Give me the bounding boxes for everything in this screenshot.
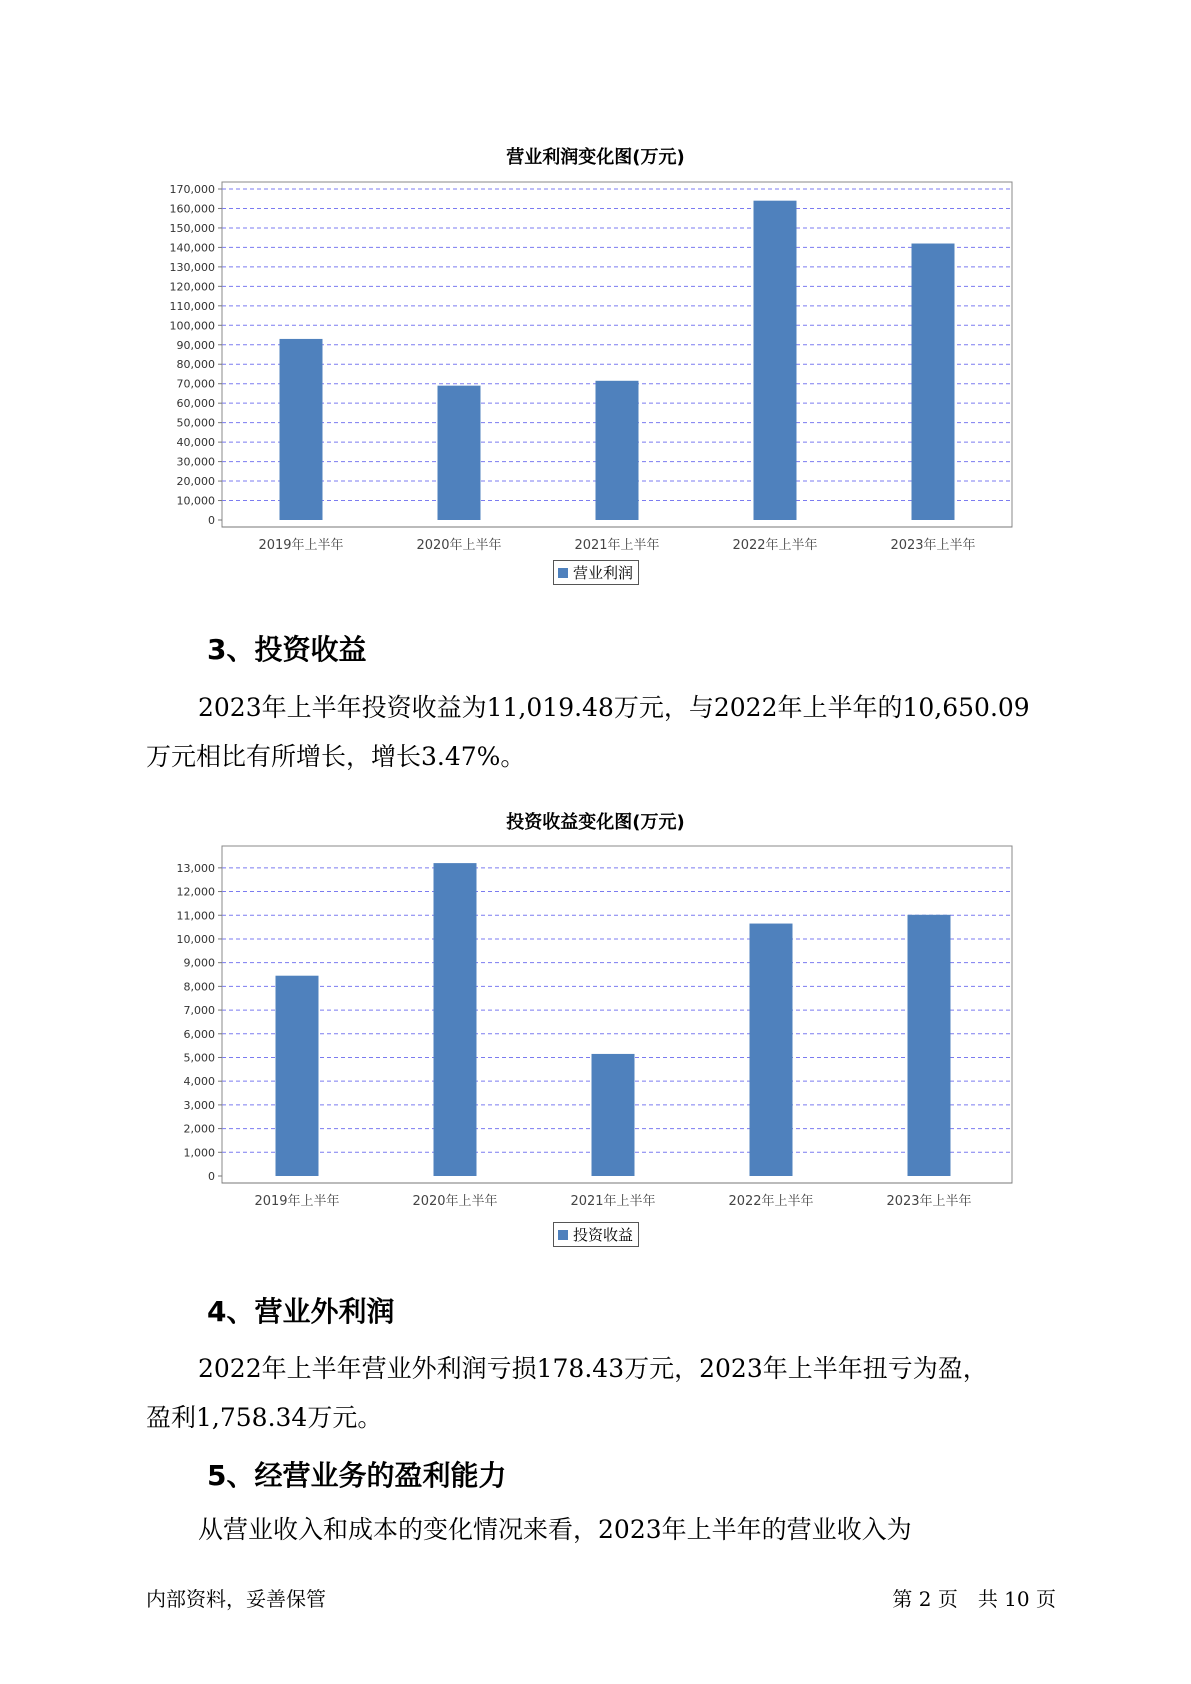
chart-title: 投资收益变化图(万元): [506, 812, 685, 833]
y-tick-label: 60,000: [176, 397, 215, 411]
paragraph-profitability: [146, 1505, 1076, 1554]
y-tick-label: 2,000: [183, 1122, 215, 1136]
y-tick-label: 6,000: [183, 1027, 215, 1041]
y-tick-label: 20,000: [176, 475, 215, 489]
y-tick-label: 9,000: [183, 956, 215, 970]
y-tick-label: 170,000: [169, 183, 215, 196]
section-heading-4: 4、营业外利润: [207, 1295, 395, 1328]
y-tick-label: 90,000: [176, 338, 215, 352]
section-heading-3: 3、投资收益: [207, 633, 367, 666]
chart-title: 营业利润变化图(万元): [506, 147, 685, 168]
y-tick-label: 30,000: [176, 455, 215, 469]
x-tick-label: 2020年上半年: [412, 1194, 498, 1209]
y-tick-label: 5,000: [183, 1051, 215, 1065]
y-tick-label: 1,000: [183, 1146, 215, 1160]
y-tick-label: 120,000: [169, 280, 215, 294]
y-tick-label: 0: [208, 514, 215, 527]
y-tick-label: 4,000: [183, 1075, 215, 1089]
y-tick-label: 8,000: [183, 980, 215, 994]
bar: [592, 1054, 635, 1176]
paragraph-line: 盈利1,758.34万元。: [146, 1403, 383, 1432]
y-tick-label: 13,000: [176, 861, 215, 875]
y-tick-label: 70,000: [176, 377, 215, 391]
bar: [908, 915, 951, 1176]
y-tick-label: 3,000: [183, 1098, 215, 1112]
y-tick-label: 11,000: [176, 909, 215, 923]
paragraph-line: 2023年上半年投资收益为11,019.48万元，与2022年上半年的10,650.09: [198, 693, 1030, 722]
y-tick-label: 160,000: [169, 202, 215, 216]
paragraph-line: 万元相比有所增长，增长3.47%。: [146, 742, 526, 771]
y-tick-label: 140,000: [169, 241, 215, 255]
legend-label: 投资收益: [573, 1226, 634, 1244]
y-tick-label: 50,000: [176, 416, 215, 430]
x-tick-label: 2020年上半年: [416, 538, 502, 553]
y-tick-label: 10,000: [176, 494, 215, 508]
y-tick-label: 7,000: [183, 1004, 215, 1018]
y-tick-label: 40,000: [176, 436, 215, 450]
x-tick-label: 2023年上半年: [890, 538, 976, 553]
x-tick-label: 2021年上半年: [574, 538, 660, 553]
footer-confidential: 内部资料，妥善保管: [146, 1587, 326, 1611]
x-tick-label: 2023年上半年: [886, 1194, 972, 1209]
paragraph-non-operating-profit: [146, 1344, 1076, 1442]
y-tick-label: 10,000: [176, 932, 215, 946]
x-tick-label: 2019年上半年: [258, 538, 344, 553]
legend-swatch: [558, 1230, 568, 1240]
y-tick-label: 110,000: [169, 299, 215, 313]
y-tick-label: 80,000: [176, 358, 215, 372]
x-tick-label: 2022年上半年: [732, 538, 818, 553]
y-tick-label: 0: [208, 1170, 215, 1183]
bar: [750, 924, 793, 1176]
chart-legend: [553, 1222, 639, 1247]
y-tick-label: 12,000: [176, 885, 215, 899]
paragraph-line: 从营业收入和成本的变化情况来看，2023年上半年的营业收入为: [198, 1515, 912, 1544]
y-tick-label: 100,000: [169, 319, 215, 333]
y-tick-label: 130,000: [169, 260, 215, 274]
x-tick-label: 2021年上半年: [570, 1194, 656, 1209]
footer-page-number: 第 2 页 共 10 页: [892, 1587, 1056, 1611]
bar: [276, 976, 319, 1176]
section-heading-5: 5、经营业务的盈利能力: [207, 1459, 507, 1492]
y-tick-label: 150,000: [169, 221, 215, 235]
paragraph-line: 2022年上半年营业外利润亏损178.43万元，2023年上半年扭亏为盈，: [198, 1354, 988, 1383]
x-tick-label: 2022年上半年: [728, 1194, 814, 1209]
bar: [434, 863, 477, 1176]
legend-label: 营业利润: [573, 564, 634, 582]
x-tick-label: 2019年上半年: [254, 1194, 340, 1209]
